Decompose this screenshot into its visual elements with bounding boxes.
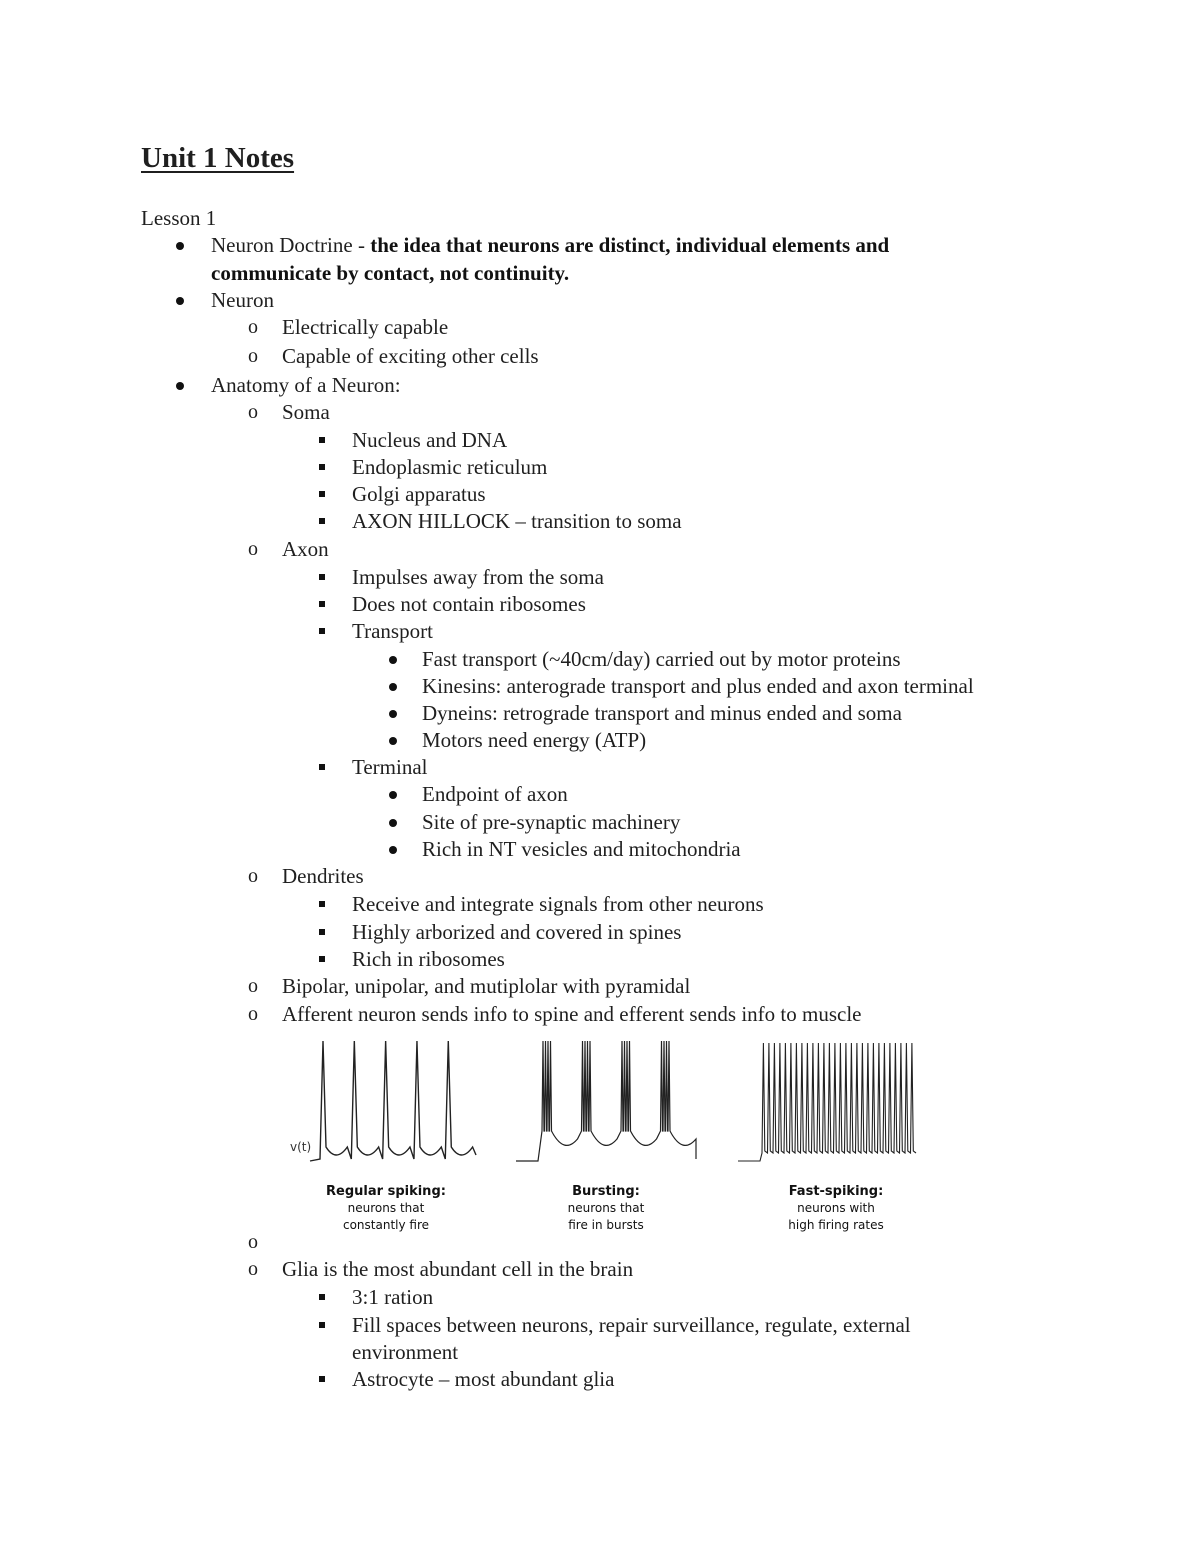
list-item: Fast transport (~40cm/day) carried out by motor proteins: [422, 647, 901, 671]
bullet-dot: [389, 710, 397, 718]
list-item: Astrocyte – most abundant glia: [352, 1367, 615, 1391]
list-item: Neuron: [211, 288, 274, 312]
bullet-circle: o: [248, 316, 258, 338]
bullet-circle: o: [248, 345, 258, 367]
list-item: [211, 260, 569, 287]
list-item: Dendrites: [282, 864, 364, 888]
list-item: Endoplasmic reticulum: [352, 455, 548, 479]
bullet-circle: o: [248, 538, 258, 560]
bursting-desc-2: fire in bursts: [568, 1218, 644, 1232]
bullet-circle: o: [248, 865, 258, 887]
bullet-square: [319, 437, 325, 443]
list-item: Anatomy of a Neuron:: [211, 373, 401, 397]
doctrine-definition: the idea that neurons are distinct, individual elements and: [370, 233, 890, 257]
list-item: Highly arborized and covered in spines: [352, 920, 682, 944]
doctrine-definition-cont: communicate by contact, not continuity.: [211, 261, 570, 285]
voltage-axis-label: v(t): [290, 1140, 312, 1154]
bullet-square: [319, 956, 325, 962]
list-item: AXON HILLOCK – transition to soma: [352, 509, 682, 533]
lesson-heading: Lesson 1: [141, 206, 217, 230]
list-item: Dyneins: retrograde transport and minus ended and soma: [422, 701, 902, 725]
regular-spiking-desc-1: neurons that: [347, 1201, 425, 1215]
fast-spiking-desc-1: neurons with: [797, 1201, 875, 1215]
list-item: Glia is the most abundant cell in the brain: [282, 1257, 634, 1281]
bullet-square: [319, 601, 325, 607]
bullet-square: [319, 929, 325, 935]
bullet-dot: [389, 819, 397, 827]
bullet-dot: [389, 791, 397, 799]
list-item: Does not contain ribosomes: [352, 592, 586, 616]
bullet-dot: [389, 737, 397, 745]
firing-pattern-figure: [280, 1033, 940, 1238]
bursting-trace: [516, 1041, 696, 1161]
list-item: Rich in NT vesicles and mitochondria: [422, 837, 741, 861]
bullet-dot: [389, 683, 397, 691]
bullet-circle: o: [248, 975, 258, 997]
bullet-square: [319, 491, 325, 497]
list-item: Endpoint of axon: [422, 782, 568, 806]
list-item: Rich in ribosomes: [352, 947, 505, 971]
bursting-desc-1: neurons that: [567, 1201, 645, 1215]
bursting-heading: Bursting:: [572, 1184, 640, 1199]
bullet-circle: o: [248, 1258, 258, 1280]
list-item: Transport: [352, 619, 433, 643]
fast-spiking-desc-2: high firing rates: [788, 1218, 884, 1232]
list-item: Impulses away from the soma: [352, 565, 604, 589]
page-title: Unit 1 Notes: [141, 142, 295, 174]
list-item: Electrically capable: [282, 315, 449, 339]
bullet-circle: o: [248, 1003, 258, 1025]
doctrine-term: Neuron Doctrine -: [211, 233, 371, 257]
bullet-dot: [389, 656, 397, 664]
regular-spiking-desc-2: constantly fire: [342, 1218, 430, 1232]
bullet-square: [319, 901, 325, 907]
bullet-square: [319, 628, 325, 634]
bullet-dot: [389, 846, 397, 854]
bullet-square: [319, 1322, 325, 1328]
list-item: Bipolar, unipolar, and mutiplolar with pyramidal: [282, 974, 691, 998]
bullet-square: [319, 1294, 325, 1300]
list-item-cont: environment: [352, 1340, 459, 1364]
list-item: Nucleus and DNA: [352, 428, 508, 452]
bullet-dot: [176, 242, 184, 250]
regular-spiking-trace: [310, 1041, 476, 1161]
list-item: Afferent neuron sends info to spine and efferent sends info to muscle: [282, 1002, 862, 1026]
bullet-square: [319, 518, 325, 524]
list-item: Axon: [282, 537, 329, 561]
list-item: Soma: [282, 400, 330, 424]
bullet-dot: [176, 297, 184, 305]
list-item: Site of pre-synaptic machinery: [422, 810, 681, 834]
list-item: [211, 232, 889, 259]
list-item: Receive and integrate signals from other neurons: [352, 892, 764, 916]
fast-spiking-trace: [738, 1043, 916, 1161]
fast-spiking-heading: Fast-spiking:: [788, 1184, 884, 1199]
bullet-square: [319, 464, 325, 470]
bullet-dot: [176, 382, 184, 390]
list-item: Fill spaces between neurons, repair surveillance, regulate, external: [352, 1313, 911, 1337]
list-item: Kinesins: anterograde transport and plus ended and axon terminal: [422, 674, 974, 698]
bullet-circle: o: [248, 1231, 258, 1253]
bullet-square: [319, 764, 325, 770]
regular-spiking-heading: Regular spiking:: [326, 1184, 446, 1199]
list-item: Motors need energy (ATP): [422, 728, 647, 752]
spike-traces: [310, 1041, 916, 1161]
bullet-square: [319, 574, 325, 580]
list-item: 3:1 ration: [352, 1285, 434, 1309]
bullet-square: [319, 1376, 325, 1382]
list-item: Capable of exciting other cells: [282, 344, 539, 368]
bullet-circle: o: [248, 401, 258, 423]
list-item: Golgi apparatus: [352, 482, 486, 506]
list-item: Terminal: [352, 755, 428, 779]
